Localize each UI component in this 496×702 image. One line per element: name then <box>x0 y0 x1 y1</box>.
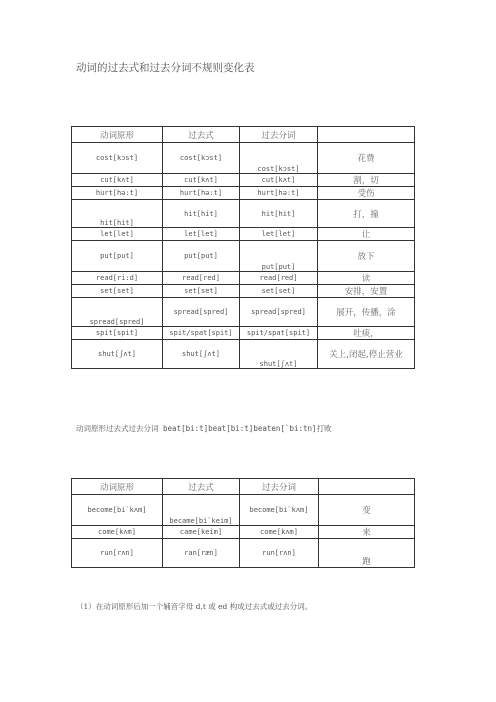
table-cell: become[bi`kʌm] <box>72 495 163 526</box>
table-cell: set[set] <box>163 285 240 298</box>
table-cell: run[rʌn] <box>240 539 319 568</box>
beat-verb-line: 动词原形过去式过去分词 beat[bi:t]beat[bi:t]beaten[`bi:tn]打败 <box>76 424 332 433</box>
table-cell: come[kʌm] <box>72 526 163 539</box>
header-past-participle: 过去分词 <box>240 127 318 143</box>
table-cell: come[kʌm] <box>240 526 319 539</box>
table-row <box>72 526 415 539</box>
table-cell: hit[hit] <box>163 200 240 228</box>
table-cell: hurt[hə:t] <box>163 187 240 200</box>
table-cell: 花费 <box>318 143 415 174</box>
table-row <box>72 143 415 174</box>
table-cell: 割，切 <box>318 174 415 187</box>
table-row <box>72 200 415 228</box>
table-row <box>72 495 415 526</box>
rule-note: （1）在动词原形后加一个辅音字母 d,t 或 ed 构成过去式或过去分词。 <box>76 602 313 611</box>
table-cell: set[set] <box>72 285 163 298</box>
table-cell: ran[ræn] <box>163 539 240 568</box>
irregular-verbs-table-2 <box>71 478 415 568</box>
table-cell: cut[kʌt] <box>240 174 318 187</box>
table-row <box>72 327 415 340</box>
table-cell: 关上,闭起,停止营业 <box>318 340 415 369</box>
table-cell: hurt[hə:t] <box>240 187 318 200</box>
table-row <box>72 298 415 327</box>
table-cell: 跑 <box>319 539 415 568</box>
table-cell: hit[hit] <box>240 200 318 228</box>
table-row <box>72 272 415 285</box>
header-base-form: 动词原形 <box>72 127 163 143</box>
table-row <box>72 187 415 200</box>
table-cell: spit[spit] <box>72 327 163 340</box>
table-cell: let[let] <box>72 228 163 241</box>
table-cell: become[bi`kʌm] <box>240 495 319 526</box>
header-past-tense: 过去式 <box>163 127 240 143</box>
table-cell: shut[ʃʌt] <box>240 340 318 369</box>
table-cell: read[red] <box>163 272 240 285</box>
table-cell: put[put] <box>72 241 163 272</box>
table-cell: spit/spat[spit] <box>240 327 318 340</box>
table-cell: spread[spred] <box>240 298 318 327</box>
table-cell: 打，撞 <box>318 200 415 228</box>
table-cell: shut[ʃʌt] <box>163 340 240 369</box>
table-row <box>72 241 415 272</box>
header-past-tense: 过去式 <box>163 479 240 495</box>
table-cell: 受伤 <box>318 187 415 200</box>
table-cell: spit/spat[spit] <box>163 327 240 340</box>
table-cell: 安排，安置 <box>318 285 415 298</box>
table-row <box>72 174 415 187</box>
header-base-form: 动词原形 <box>72 479 163 495</box>
table-cell: read[red] <box>240 272 318 285</box>
header-meaning <box>319 479 415 495</box>
table-cell: cut[kʌt] <box>163 174 240 187</box>
table-cell: 放下 <box>318 241 415 272</box>
irregular-verbs-table <box>71 126 415 369</box>
header-past-participle: 过去分词 <box>240 479 319 495</box>
table-cell: shut[ʃʌt] <box>72 340 163 369</box>
table-cell: spread[spred] <box>72 298 163 327</box>
table-cell: let[let] <box>240 228 318 241</box>
table-cell: cost[kɔst] <box>163 143 240 174</box>
table-cell: 读 <box>318 272 415 285</box>
table-row <box>72 285 415 298</box>
table-cell: 来 <box>319 526 415 539</box>
table-cell: read[ri:d] <box>72 272 163 285</box>
table-cell: 吐痰， <box>318 327 415 340</box>
table-cell: put[put] <box>240 241 318 272</box>
table-cell: cut[kʌt] <box>72 174 163 187</box>
table-cell: spread[spred] <box>163 298 240 327</box>
table-cell: put[put] <box>163 241 240 272</box>
page-title: 动词的过去式和过去分词不规则变化表 <box>76 62 255 74</box>
table-cell: hit[hit] <box>72 200 163 228</box>
table-row <box>72 340 415 369</box>
table-row <box>72 228 415 241</box>
table-cell: 展开，传播，涂 <box>318 298 415 327</box>
table-cell: 变 <box>319 495 415 526</box>
table-cell: hurt[hə:t] <box>72 187 163 200</box>
table-cell: cost[kɔst] <box>72 143 163 174</box>
table-cell: run[rʌn] <box>72 539 163 568</box>
table-row <box>72 539 415 568</box>
table-cell: 让 <box>318 228 415 241</box>
table-cell: became[bi`keim] <box>163 495 240 526</box>
table-cell: let[let] <box>163 228 240 241</box>
header-meaning <box>318 127 415 143</box>
table-cell: set[set] <box>240 285 318 298</box>
table-cell: came[keim] <box>163 526 240 539</box>
table-cell: cost[kɔst] <box>240 143 318 174</box>
